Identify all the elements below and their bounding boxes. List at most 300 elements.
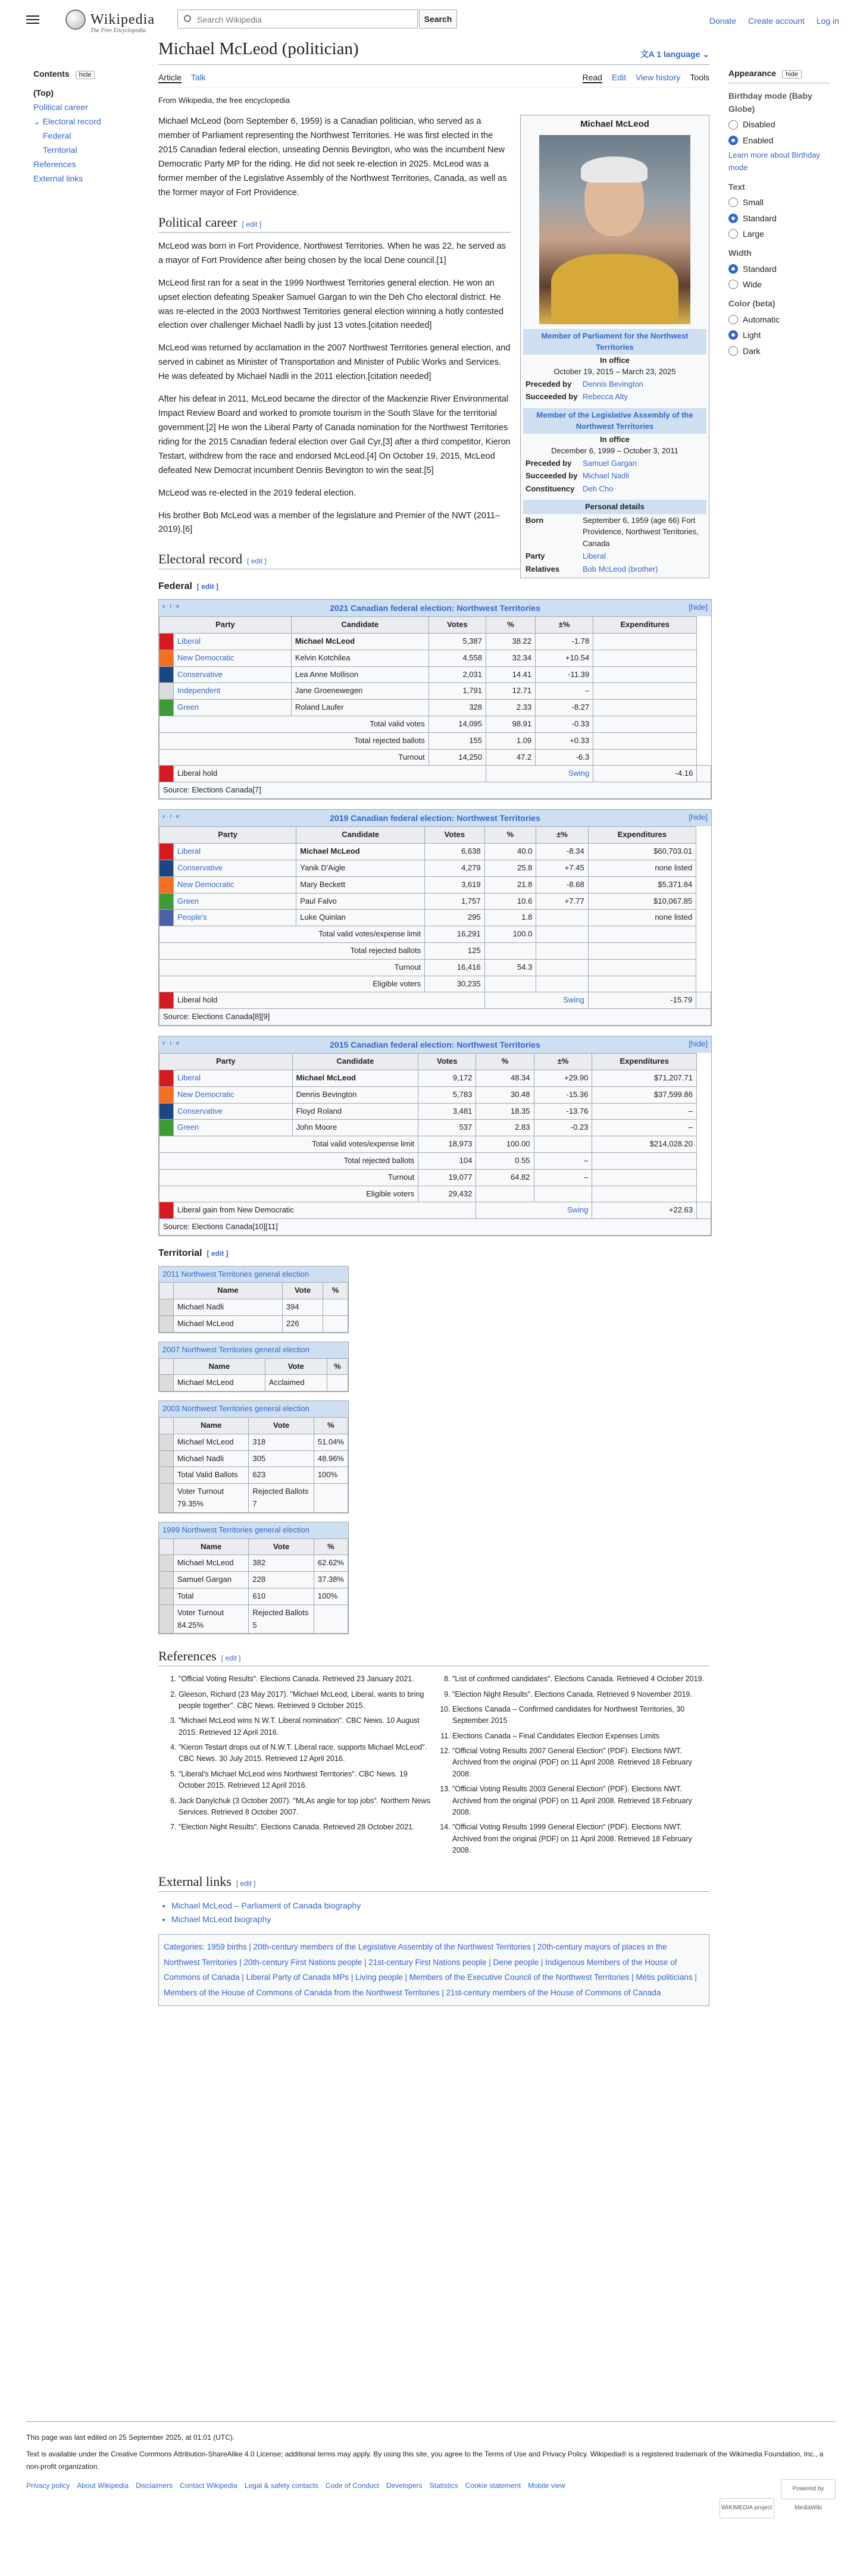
section-title: Electoral record [158,551,243,567]
toc-item-political-career[interactable]: Political career [33,102,88,112]
territorial-election-table [158,1266,349,1333]
swatch-header [159,1418,174,1434]
toc-item-external-links[interactable]: External links [33,174,83,183]
header-row [159,827,711,844]
tab-read[interactable]: Read [582,72,602,82]
totals-row [159,942,711,959]
candidate-row [159,700,711,716]
totals-cell: 30,235 [425,976,484,992]
personal-tools [700,14,839,27]
candidate-row [159,1070,711,1087]
election-title[interactable]: 2019 Canadian federal election: Northwest Territories [330,813,540,823]
infobox-role-mp[interactable]: Member of Parliament for the Northwest Territories [523,329,706,355]
totals-label: Turnout [159,1169,418,1186]
source-text: Source: Elections Canada[8][9] [159,1009,711,1026]
election-title[interactable]: 2015 Canadian federal election: Northwest Territories [330,1039,540,1049]
party-name[interactable]: Conservative [174,1103,293,1120]
candidate-name: Yanik D'Aigle [296,860,425,876]
cell [323,1299,348,1316]
totals-cell [484,976,536,992]
footer-link[interactable]: Cookie statement [465,2481,521,2490]
totals-cell [593,716,697,732]
election-caption [159,1036,711,1053]
swing-label[interactable]: Swing [486,766,593,782]
swing-label[interactable]: Swing [476,1202,592,1219]
party-color-swatch [159,1070,174,1087]
totals-cell: 29,432 [418,1186,476,1202]
hold-label: Liberal hold [174,766,486,782]
radio-standard[interactable] [728,212,830,225]
party-name[interactable]: Liberal [174,1070,293,1087]
candidate-row [159,1588,348,1605]
party-name[interactable]: New Democratic [174,1086,293,1103]
learn-more-link[interactable]: Learn more about Birthday mode [728,151,820,172]
footer [26,2421,836,2511]
language-button[interactable]: 文A 1 language ⌄ [640,49,709,59]
source-row [159,782,711,799]
election-table [158,599,712,800]
section-title: Territorial [158,1248,202,1259]
column-header: Vote [265,1358,327,1375]
cell-v: 3,481 [418,1103,476,1120]
search-button[interactable]: Search [419,10,457,29]
born-value: September 6, 1959 (age 66) Fort Providence, Northwest Territories, Canada [583,515,699,548]
cell-v: 537 [418,1120,476,1136]
source-row [159,1219,711,1236]
candidate-row [159,1375,348,1392]
edit-section-link[interactable]: [ edit ] [207,1249,229,1258]
cell-pc: 30.48 [476,1086,534,1103]
page-title: Michael McLeod (politician) [158,38,709,65]
totals-cell [534,1136,592,1153]
totals-cell: 1.09 [486,732,536,749]
cell: 62.62% [314,1555,348,1572]
candidate-row [159,1450,348,1467]
cell-pc: 2.83 [476,1120,534,1136]
footer-link[interactable]: About Wikipedia [77,2481,129,2490]
party-color-swatch [159,1299,174,1316]
cell-v: 9,172 [418,1070,476,1087]
cell-pc: 10.6 [484,893,536,910]
cell: Michael McLeod [174,1316,283,1333]
section-title: External links [158,1874,232,1889]
search-icon [184,15,191,22]
toc-item-references[interactable]: References [33,159,76,169]
cell-e [593,683,697,700]
radio-dark[interactable] [728,344,830,358]
party-color-swatch [159,683,174,700]
section-external-links [158,1873,709,1892]
menu-icon[interactable] [26,13,39,26]
portrait-image[interactable] [539,135,690,324]
party-color-swatch [159,1120,174,1136]
party-name[interactable]: Conservative [174,666,292,683]
cell-ch: +10.54 [536,650,593,666]
party-color-swatch [159,893,174,910]
tab-history[interactable]: View history [636,72,681,82]
column-header: % [486,617,536,634]
cell: 305 [249,1450,314,1467]
party-color-swatch [159,1555,174,1572]
born-label: Born [526,515,544,525]
party-name[interactable]: People's [174,910,296,926]
column-header: Name [174,1283,283,1299]
relatives-link[interactable]: Bob McLeod (brother) [583,564,658,574]
totals-label: Total rejected ballots [159,732,429,749]
results-table [159,1053,711,1236]
edit-section-link[interactable]: [ edit ] [247,557,267,566]
party-color-swatch [159,1484,174,1513]
totals-cell: +0.33 [536,732,593,749]
hide-toggle[interactable]: [hide] [689,1039,708,1048]
footer-link[interactable]: Contact Wikipedia [180,2481,237,2490]
column-header: Expenditures [592,1054,697,1070]
header-row [159,617,711,634]
column-header: Expenditures [593,617,697,634]
results-table [159,1358,348,1392]
footer-link[interactable]: Privacy policy [26,2481,70,2490]
in-office-label: In office [600,355,630,365]
reference-item: 14. "Official Voting Results 1999 General Election" (PDF). Elections NWT. Archived from the original (PDF) on 11 April 2008. Retrieved 18 February 2008. [452,1822,706,1856]
hold-label: Liberal gain from New Democratic [174,1202,476,1219]
candidate-name: Michael McLeod [291,633,428,650]
totals-cell [536,942,588,959]
header-row [159,1283,348,1299]
footer-link[interactable]: Legal & safety contacts [244,2481,318,2490]
preceded-label: Preceded by [526,458,572,468]
radio-label: Enabled [743,135,774,145]
election-caption [159,600,711,616]
cell: 51.04% [314,1434,348,1450]
candidate-row [159,1316,348,1333]
radio-large[interactable] [728,227,830,240]
party-color-swatch [159,1572,174,1588]
edit-section-link[interactable]: [ edit ] [236,1879,256,1888]
column-header: Vote [249,1418,314,1434]
column-header: % [314,1418,348,1434]
succeeded-link[interactable]: Michael Nadli [583,471,630,481]
swing-label[interactable]: Swing [484,992,588,1009]
cell-ch [536,910,588,926]
external-link[interactable]: • Michael McLeod – Parliament of Canada biography [171,1899,709,1912]
party-name[interactable]: Green [174,700,292,716]
party-color-swatch [159,1103,174,1120]
reference-item: 5. "Liberal's Michael McLeod wins Northwest Territories". CBC News. 19 October 2015. Retrieved 12 April 2016. [179,1769,432,1792]
swing-value: -4.16 [593,766,697,782]
candidate-name: Roland Laufer [291,700,428,716]
totals-label: Eligible voters [159,976,425,992]
paragraph: After his defeat in 2011, McLeod became the director of the Mackenzie River Environmental Impact Review Board and worked to promote tourism in the South Slave for the territorial government.[2] He won the Liberal Party of Canada nomination for the Northwest Territories riding for the 2015 Canadian federal election over Gail Cyr,[3] after a third competitor, Kieron Testart, withdrew from the race and endorsed McLeod.[4] On October 19, 2015, McLeod defeated New Democrat incumbent Dennis Bevington to win the seat.[5] [158,394,511,475]
cell-ch: -0.23 [534,1120,592,1136]
totals-cell: 16,291 [425,926,484,943]
header [0,0,857,40]
cell-v: 1,791 [428,683,486,700]
tagline: From Wikipedia, the free encyclopedia [158,95,290,105]
vte-links[interactable]: v · t · e [162,813,180,819]
totals-cell: 14,250 [428,749,486,766]
edit-section-link[interactable]: [ edit ] [242,220,262,229]
election-title[interactable]: 2007 Northwest Territories general election [159,1342,348,1358]
column-header: Expenditures [588,827,696,844]
totals-cell: 98.91 [486,716,536,732]
candidate-row [159,1484,348,1513]
party-name[interactable]: New Democratic [174,650,292,666]
candidate-row [159,910,711,926]
edit-section-link[interactable]: [ edit ] [196,582,218,591]
external-link[interactable]: • Michael McLeod biography [171,1913,709,1926]
cell-v: 328 [428,700,486,716]
cell: 37.38% [314,1572,348,1588]
edit-section-link[interactable]: [ edit ] [221,1654,241,1663]
toc-item-territorial[interactable]: Territorial [43,145,77,155]
column-header: Candidate [291,617,428,634]
party-name[interactable]: Independent [174,683,292,700]
party-name[interactable]: Conservative [174,860,296,876]
totals-cell: 47.2 [486,749,536,766]
column-header: Votes [425,827,484,844]
cell-e: $37,599.86 [592,1086,697,1103]
cell: 610 [249,1588,314,1605]
party-name[interactable]: New Democratic [174,876,296,893]
create-account-link[interactable]: Create account [748,16,805,26]
cell: 100% [314,1588,348,1605]
empty-cell [697,1202,711,1219]
cell-pc: 25.8 [484,860,536,876]
header-row [159,1358,348,1375]
party-name[interactable]: Green [174,893,296,910]
logo-title: Wikipedia [90,12,155,27]
swing-value: -15.79 [588,992,696,1009]
column-header: % [484,827,536,844]
party-name[interactable]: Liberal [174,633,292,650]
source-text: Source: Elections Canada[7] [159,782,711,799]
cell: Total Valid Ballots [174,1467,249,1484]
radio-label: Small [743,198,764,208]
toc-hide-button[interactable]: hide [76,71,95,79]
radio-automatic[interactable] [728,313,830,326]
cell: 318 [249,1434,314,1450]
tab-talk[interactable]: Talk [190,72,206,82]
party-color-swatch [159,1588,174,1605]
reference-item: 9. "Election Night Results". Elections Canada. Retrieved 9 November 2019. [452,1689,706,1700]
column-header: Candidate [296,827,425,844]
section-federal [158,579,709,594]
infobox-name: Michael McLeod [580,119,649,130]
totals-cell: $214,028.20 [592,1136,697,1153]
party-color-swatch [159,1604,174,1634]
lead-paragraph: Michael McLeod (born September 6, 1959) is a Canadian politician, who served as a member of Parliament representing the Northwest Territories. He was first elected in the 2015 Canadian federal election, unseating Dennis Bevington, who was the incumbent New Democratic Party MP for the riding. He did not seek re-election in 2025. McLeod was a former member of the Legislative Assembly of the Northwest Territories, Canada, as well as the former mayor of Fort Providence. [158,117,507,198]
candidate-name: Michael McLeod [292,1070,418,1087]
party-name[interactable]: Liberal [174,844,296,860]
relatives-label: Relatives [526,564,560,574]
cell-pc: 14.41 [486,666,536,683]
candidate-row [159,650,711,666]
reference-item: 11. Elections Canada – Final Candidates Election Expenses Limits [452,1731,706,1742]
succeeded-label: Succeeded by [526,471,578,481]
totals-cell: 19,077 [418,1169,476,1186]
cell-e [593,633,697,650]
tools-menu[interactable]: Tools [690,72,709,82]
radio-width-standard[interactable] [728,262,830,275]
cell: Rejected Ballots 5 [249,1604,314,1634]
radio-width-wide[interactable] [728,278,830,291]
cell-ch: +29.90 [534,1070,592,1087]
totals-cell: 0.55 [476,1153,534,1170]
footer-link[interactable]: Developers [386,2481,423,2490]
section-political-career [158,214,511,233]
hold-row [159,766,711,782]
donate-link[interactable]: Donate [709,16,737,26]
cell-pc: 48.34 [476,1070,534,1087]
section-title: Political career [158,215,237,230]
cell-e: none listed [588,910,696,926]
cell [314,1604,348,1634]
preceded-label: Preceded by [526,379,572,388]
appearance-hide-button[interactable]: hide [782,70,802,79]
main-content [158,38,709,2006]
radio-light[interactable] [728,328,830,341]
cell: 226 [282,1316,323,1333]
election-title[interactable]: 2011 Northwest Territories general election [159,1267,348,1283]
cell-e [593,700,697,716]
appearance-panel [728,67,830,360]
header-row [159,1538,348,1555]
reference-item: 13. "Official Voting Results 2003 General Election" (PDF). Elections NWT. Archived from the original (PDF) on 11 April 2008. Retrieved 18 February 2008. [452,1784,706,1818]
column-header: ±% [536,617,593,634]
radio-label: Light [743,330,761,340]
color-label: Color (beta) [728,299,775,309]
reference-item: 12. "Official Voting Results 2007 General Election" (PDF). Elections NWT. Archived from the original (PDF) on 11 April 2008. Retrieved 18 February 2008. [452,1745,706,1780]
login-link[interactable]: Log in [816,16,839,26]
tab-edit[interactable]: Edit [611,72,627,82]
source-row [159,1009,711,1026]
candidate-row [159,1604,348,1634]
totals-row [159,732,711,749]
results-table [159,1417,348,1513]
license-text: Text is available under the Creative Commons Attribution-ShareAlike 4.0 License; additional terms may apply. By using this site, you agree to the Terms of Use and Privacy Policy. Wikipedia® is a registered trademark of the Wikimedia Foundation, Inc., a non-profit organization. [26,2449,824,2471]
cell-e: $60,703.01 [588,844,696,860]
totals-cell [534,1186,592,1202]
language-label: 1 language [656,49,700,59]
totals-cell [592,1186,697,1202]
candidate-name: John Moore [292,1120,418,1136]
election-title[interactable]: 2021 Canadian federal election: Northwest Territories [330,603,540,613]
wikimedia-badge[interactable]: WIKIMEDIA project [720,2498,774,2518]
party-color-swatch [159,1434,174,1450]
column-header: % [327,1358,348,1375]
party-color-swatch [159,844,174,860]
cell: Michael McLeod [174,1434,249,1450]
column-header: Name [174,1538,249,1555]
tab-article[interactable]: Article [158,72,182,82]
vte-links[interactable]: v · t · e [162,603,180,609]
toc-item-top[interactable]: (Top) [33,88,54,98]
party-link[interactable]: Liberal [583,551,606,561]
infobox [520,115,709,578]
search-input[interactable] [177,10,418,29]
preceded-link[interactable]: Samuel Gargan [583,458,637,468]
footer-link[interactable]: Disclaimers [136,2481,173,2490]
candidate-row [159,1555,348,1572]
cell-ch: -11.39 [536,666,593,683]
swatch-header [159,1358,174,1375]
cell-pc: 40.0 [484,844,536,860]
footer-link[interactable]: Statistics [429,2481,458,2490]
radio-disabled[interactable] [728,118,830,131]
totals-cell [536,976,588,992]
cell-ch: – [536,683,593,700]
cell-v: 6,638 [425,844,484,860]
totals-label: Total valid votes/expense limit [159,926,425,943]
succeeded-link[interactable]: Rebecca Alty [583,392,628,402]
election-caption [159,810,711,826]
appearance-title: Appearance [728,68,777,78]
mediawiki-badge[interactable]: Powered by MediaWiki [781,2479,836,2499]
candidate-name: Lea Anne Mollison [291,666,428,683]
radio-enabled[interactable] [728,134,830,147]
cell-e: $5,371.84 [588,876,696,893]
party-color-swatch [159,1450,174,1467]
cell-ch: -15.36 [534,1086,592,1103]
infobox-role-mla[interactable]: Member of the Legislative Assembly of the Northwest Territories [523,408,706,434]
candidate-row [159,633,711,650]
column-header: Party [159,827,296,844]
election-title[interactable]: 1999 Northwest Territories general election [159,1522,348,1538]
election-title[interactable]: 2003 Northwest Territories general election [159,1401,348,1417]
toc-item-electoral-record[interactable]: ⌄ Electoral record [33,117,101,126]
reference-item: 6. Jack Danylchuk (3 October 2007). "MLAs angle for top jobs". Northern News Services. Retrieved 8 October 2007. [179,1795,432,1819]
constituency-link[interactable]: Deh Cho [583,484,614,493]
totals-cell: 100.00 [476,1136,534,1153]
candidate-row [159,860,711,876]
footer-link[interactable]: Mobile view [528,2481,565,2490]
party-color-swatch [159,992,174,1009]
election-table [158,809,712,1026]
results-table [159,1282,348,1332]
candidate-name: Luke Quinlan [296,910,425,926]
radio-small[interactable] [728,196,830,209]
column-header: ±% [536,827,588,844]
party-color-swatch [159,1375,174,1392]
totals-label: Total rejected ballots [159,1153,418,1170]
toc-item-federal[interactable]: Federal [43,131,71,140]
party-name[interactable]: Green [174,1120,293,1136]
preceded-link[interactable]: Dennis Bevington [583,379,643,388]
totals-cell [536,926,588,943]
cell-pc: 1.8 [484,910,536,926]
cell-v: 3,619 [425,876,484,893]
totals-cell: -6.3 [536,749,593,766]
vte-links[interactable]: v · t · e [162,1039,180,1046]
totals-cell: 104 [418,1153,476,1170]
cell: Michael Nadli [174,1299,283,1316]
cell: Acclaimed [265,1375,327,1392]
cell-v: 1,757 [425,893,484,910]
succeeded-label: Succeeded by [526,392,578,402]
section-references [158,1647,709,1666]
column-header: Votes [418,1054,476,1070]
totals-cell [536,959,588,976]
footer-link[interactable]: Code of Conduct [325,2481,379,2490]
swatch-header [159,1538,174,1555]
categories-box[interactable]: Categories: 1959 births | 20th-century members of the Legislative Assembly of the Northwest Territories | 20th-century mayors of places in the Northwest Territories | 20th-century First Nations people | 21st-century First Nations people | Dene people | Indigenous Members of the House of Commons of Canada | Liberal Party of Canada MPs | Living people | Members of the Executive Council of the Northwest Territories | Métis politicians | Members of the House of Commons of Canada from the Northwest Territories | 21st-century members of the House of Commons of Canada [158,1934,709,2006]
candidate-row [159,893,711,910]
totals-row [159,1136,711,1153]
election-table [158,1036,712,1236]
cell-ch: -8.68 [536,876,588,893]
hide-toggle[interactable]: [hide] [689,812,708,822]
hide-toggle[interactable]: [hide] [689,602,708,612]
